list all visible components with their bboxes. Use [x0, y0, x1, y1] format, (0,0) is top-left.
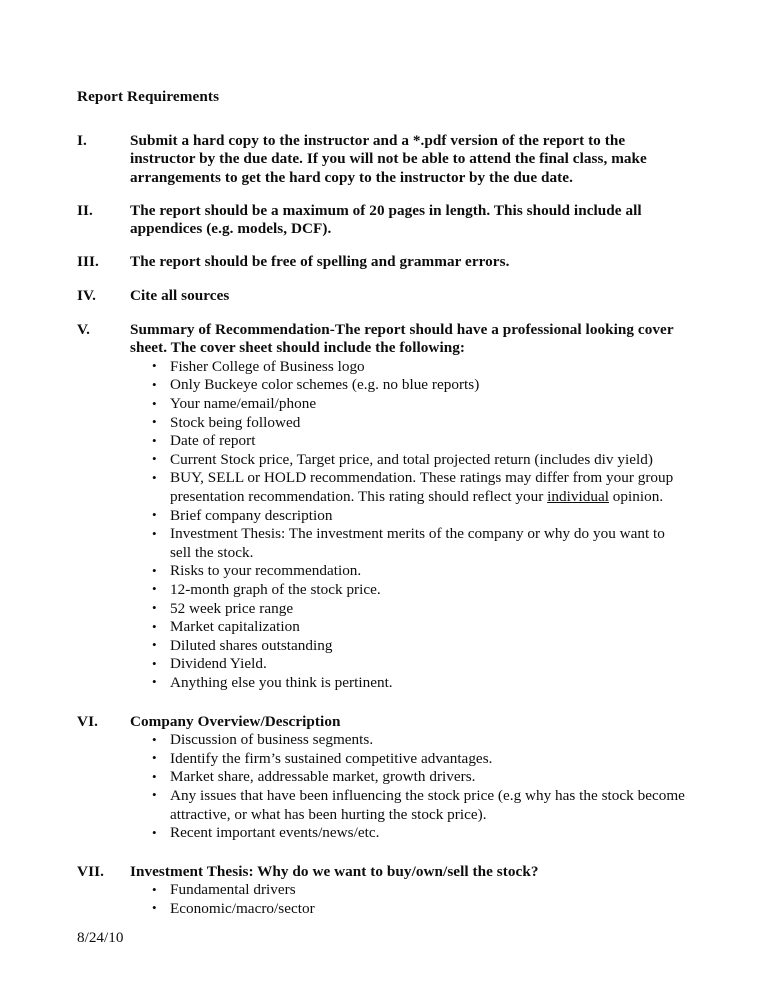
section-numeral: VII.: [77, 862, 104, 880]
section-II: [77, 202, 687, 239]
list-item: • Only Buckeye color schemes (e.g. no blue reports): [130, 376, 687, 395]
list-item: • Market capitalization: [130, 618, 687, 637]
section-numeral: VI.: [77, 712, 98, 730]
bullet-list-VII: [130, 881, 687, 918]
list-item: • Anything else you think is pertinent.: [130, 674, 687, 693]
section-heading: Company Overview/Description: [130, 712, 341, 730]
list-item: • Identify the firm’s sustained competitive advantages.: [130, 750, 687, 769]
underlined-emphasis: individual: [547, 488, 609, 505]
section-IV: [77, 287, 687, 306]
section-numeral: V.: [77, 320, 91, 338]
section-content: [130, 863, 687, 919]
section-heading: Investment Thesis: Why do we want to buy/own/sell the stock?: [130, 862, 539, 880]
section-heading: The report should be free of spelling and grammar errors.: [130, 253, 510, 271]
list-item: • Discussion of business segments.: [130, 731, 687, 750]
document-body: [77, 88, 687, 938]
list-item: • 52 week price range: [130, 600, 687, 619]
section-numeral: II.: [77, 201, 93, 219]
page-title: Report Requirements: [77, 88, 220, 105]
list-item: • Current Stock price, Target price, and total projected return (includes div yield): [130, 451, 687, 470]
list-item: • 12-month graph of the stock price.: [130, 581, 687, 600]
list-item: • Fisher College of Business logo: [130, 358, 687, 377]
section-VII: [77, 863, 687, 919]
section-numeral: I.: [77, 131, 87, 149]
list-item: • Your name/email/phone: [130, 395, 687, 414]
bullet-list-VI: [130, 731, 687, 843]
list-item: • Investment Thesis: The investment merits of the company or why do you want to sell the stock.: [130, 525, 687, 562]
list-item: • Any issues that have been influencing the stock price (e.g why has the stock become attractive, or what has been hurting the stock price).: [130, 787, 687, 824]
section-numeral: III.: [77, 253, 99, 271]
section-content: [130, 132, 687, 188]
section-heading: The report should be a maximum of 20 pages in length. This should include all appendices (e.g. models, DCF).: [130, 201, 642, 238]
footer-date: 8/24/10: [77, 929, 124, 946]
bullet-list-V: [130, 358, 687, 693]
list-item: • Dividend Yield.: [130, 655, 687, 674]
section-numeral: IV.: [77, 287, 97, 305]
section-VI: [77, 713, 687, 843]
section-I: [77, 132, 687, 188]
list-item: • Date of report: [130, 432, 687, 451]
section-content: [130, 202, 687, 239]
section-content: [130, 713, 687, 843]
section-heading: Submit a hard copy to the instructor and a *.pdf version of the report to the instructor by the due date. If you will not be able to attend the final class, make arrangements to get the hard copy to the instructor by the due date.: [130, 131, 647, 186]
list-item: • Brief company description: [130, 507, 687, 526]
section-content: [130, 321, 687, 693]
list-item: • BUY, SELL or HOLD recommendation. These ratings may differ from your group presentation recommendation. This rating should reflect your individual opinion.: [130, 469, 687, 506]
section-content: [130, 287, 687, 306]
list-item: • Economic/macro/sector: [130, 900, 687, 919]
list-item: • Recent important events/news/etc.: [130, 824, 687, 843]
list-item: • Risks to your recommendation.: [130, 562, 687, 581]
list-item: • Diluted shares outstanding: [130, 637, 687, 656]
section-V: [77, 321, 687, 693]
section-heading: Summary of Recommendation-The report should have a professional looking cover sheet. The cover sheet should include the following:: [130, 320, 674, 357]
list-item: • Stock being followed: [130, 414, 687, 433]
list-item: • Fundamental drivers: [130, 881, 687, 900]
section-content: [130, 253, 687, 272]
list-item: • Market share, addressable market, growth drivers.: [130, 768, 687, 787]
section-heading: Cite all sources: [130, 287, 230, 305]
section-III: [77, 253, 687, 272]
